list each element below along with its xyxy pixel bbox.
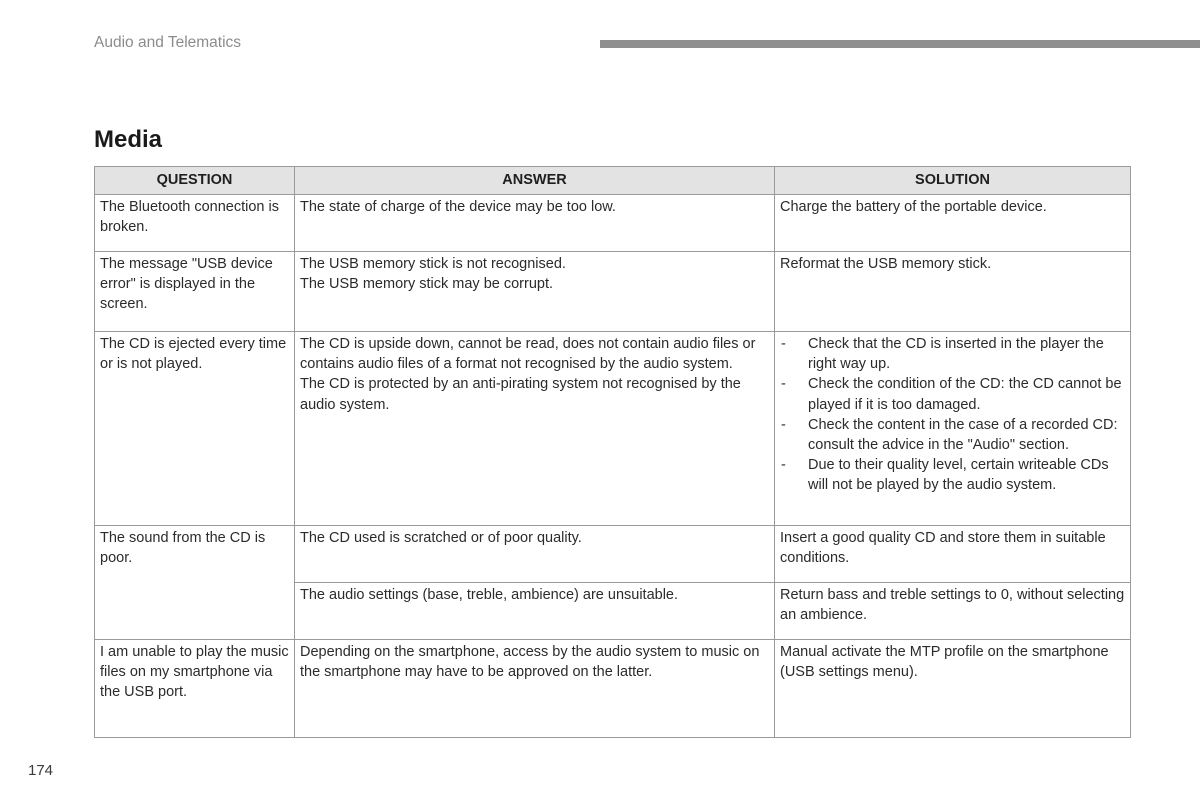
solution-step [780, 415, 1125, 455]
answer-line: The USB memory stick is not recognised. [300, 256, 566, 272]
solution-step-text: Check that the CD is inserted in the player the right way up. [808, 336, 1104, 373]
solution-step-text: Check the content in the case of a recorded CD: consult the advice in the "Audio" section. [808, 416, 1118, 454]
column-header-question: QUESTION [95, 167, 295, 195]
answer-line: The USB memory stick may be corrupt. [300, 276, 554, 293]
answer-cell [295, 332, 775, 526]
answer-cell [295, 526, 775, 583]
table-row [95, 195, 1131, 252]
solution-cell [775, 252, 1131, 332]
solution-step [780, 334, 1125, 374]
dash-bullet: - [781, 457, 786, 474]
solution-steps-list [780, 334, 1125, 496]
answer-line: Depending on the smartphone, access by the audio system to music on the smartphone may have to be approved on the latter. [300, 644, 760, 681]
solution-step-text: Due to their quality level, certain writeable CDs will not be played by the audio system. [808, 457, 1109, 494]
troubleshooting-table [94, 166, 1131, 738]
solution-step [780, 374, 1125, 414]
solution-cell [775, 583, 1131, 640]
dash-bullet: - [781, 416, 786, 433]
solution-cell [775, 332, 1131, 526]
answer-line: The state of charge of the device may be too low. [300, 199, 616, 215]
solution-cell [775, 640, 1131, 738]
answer-cell [295, 583, 775, 640]
answer-line: The CD is protected by an anti-pirating system not recognised by the audio system. [300, 376, 741, 413]
page-number: 174 [28, 762, 54, 779]
answer-cell [295, 640, 775, 738]
answer-line: The audio settings (base, treble, ambience) are unsuitable. [300, 587, 679, 603]
question-cell: The CD is ejected every time or is not played. [95, 332, 295, 526]
solution-line: Manual activate the MTP profile on the smartphone (USB settings menu). [780, 644, 1109, 681]
table-header-row [95, 167, 1131, 195]
column-header-solution: SOLUTION [775, 167, 1131, 195]
dash-bullet: - [781, 376, 786, 393]
section-header-bar [600, 40, 1200, 48]
question-cell: The sound from the CD is poor. [95, 526, 295, 640]
solution-cell [775, 526, 1131, 583]
question-cell: The Bluetooth connection is broken. [95, 195, 295, 252]
column-header-answer: ANSWER [295, 167, 775, 195]
solution-line: Reformat the USB memory stick. [780, 256, 992, 272]
solution-line: Insert a good quality CD and store them in suitable conditions. [780, 530, 1106, 567]
solution-step [780, 455, 1125, 495]
question-cell: The message "USB device error" is displayed in the screen. [95, 252, 295, 332]
page-title: Media [94, 126, 163, 153]
answer-cell [295, 195, 775, 252]
dash-bullet: - [781, 336, 786, 352]
question-cell: I am unable to play the music files on my smartphone via the USB port. [95, 640, 295, 738]
answer-cell [295, 252, 775, 332]
solution-cell [775, 195, 1131, 252]
table-row [95, 640, 1131, 738]
solution-line: Charge the battery of the portable device. [780, 199, 1047, 215]
answer-line: The CD is upside down, cannot be read, does not contain audio files or contains audio files of a format not recognised by the audio system. [300, 336, 756, 373]
solution-line: Return bass and treble settings to 0, without selecting an ambience. [780, 587, 1125, 624]
table-row [95, 332, 1131, 526]
answer-line: The CD used is scratched or of poor quality. [300, 530, 582, 546]
section-header-label: Audio and Telematics [94, 34, 242, 51]
table-row [95, 252, 1131, 332]
solution-step-text: Check the condition of the CD: the CD cannot be played if it is too damaged. [808, 376, 1122, 413]
table-row [95, 526, 1131, 583]
